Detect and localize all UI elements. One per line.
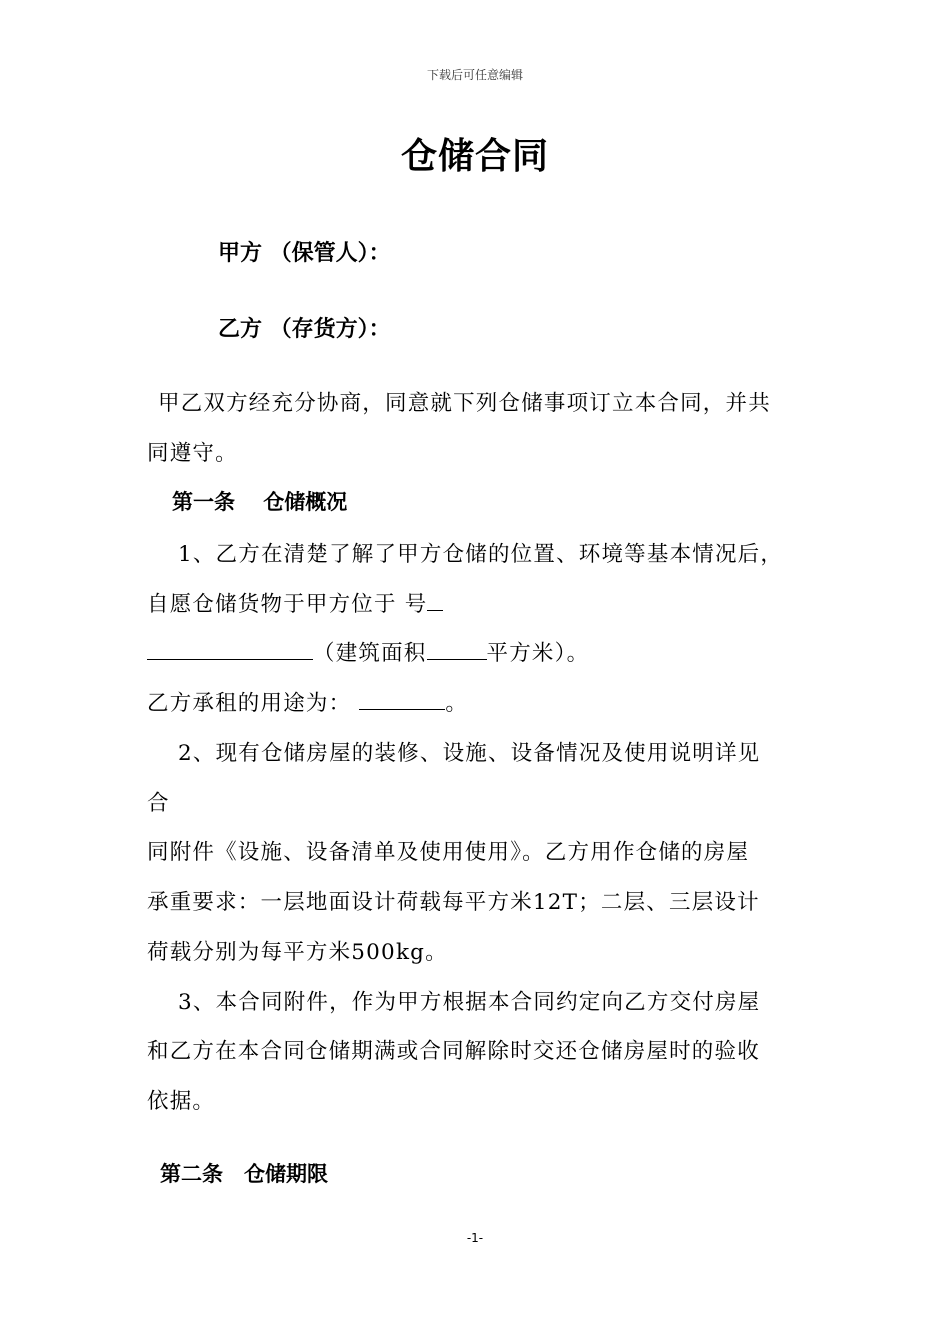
page-number: -1- xyxy=(466,1231,484,1245)
article-1-item-1-line-2 xyxy=(147,587,443,618)
article-1-item-3-line-2: 和乙方在本合同仓储期满或合同解除时交还仓储房屋时的验收 xyxy=(147,1039,760,1064)
article-2-heading: 第二条 仓储期限 xyxy=(160,1162,328,1186)
article-1-item-2-line-4: 承重要求：一层地面设计荷载每平方米12T；二层、三层设计 xyxy=(147,890,760,915)
intro-line-2: 同遵守。 xyxy=(147,441,238,466)
article-1-item-2-line-1: 2、现有仓储房屋的装修、设施、设备情况及使用说明详见 xyxy=(178,741,761,766)
article-1-heading: 第一条 仓储概况 xyxy=(172,490,348,514)
article-1-item-2-line-2: 合 xyxy=(147,791,170,816)
page-header-note: 下载后可任意编辑 xyxy=(426,68,523,82)
article-1-item-1-line-3 xyxy=(147,636,589,667)
article-1-item-3-line-1: 3、本合同附件，作为甲方根据本合同约定向乙方交付房屋 xyxy=(178,990,761,1015)
usage-label: 乙方承租的用途为： xyxy=(147,691,352,716)
area-label: （建筑面积 xyxy=(313,641,427,666)
area-blank xyxy=(427,641,487,660)
article-1-item-2-line-5: 荷载分别为每平方米500kg。 xyxy=(147,940,448,965)
item-1-line-2-text: 自愿仓储货物于甲方位于 号 xyxy=(147,592,428,617)
party-a-label: 甲方 （保管人）： xyxy=(218,240,391,266)
address-blank-start xyxy=(427,592,443,611)
article-1-item-2-line-3: 同附件《设施、设备清单及使用使用》。乙方用作仓储的房屋 xyxy=(147,840,750,865)
article-1-item-1-line-1: 1、乙方在清楚了解了甲方仓储的位置、环境等基本情况后， xyxy=(178,542,784,567)
area-unit-label: 平方米）。 xyxy=(486,641,590,666)
address-blank xyxy=(147,641,313,660)
article-1-item-1-line-4 xyxy=(147,686,468,717)
document-title: 仓储合同 xyxy=(400,136,549,177)
party-b-label: 乙方 （存货方）： xyxy=(218,316,391,342)
intro-line-1: 甲乙双方经充分协商，同意就下列仓储事项订立本合同，并共 xyxy=(158,391,771,416)
article-1-item-3-line-3: 依据。 xyxy=(147,1089,216,1114)
usage-end: 。 xyxy=(445,691,469,716)
usage-blank xyxy=(359,691,445,710)
